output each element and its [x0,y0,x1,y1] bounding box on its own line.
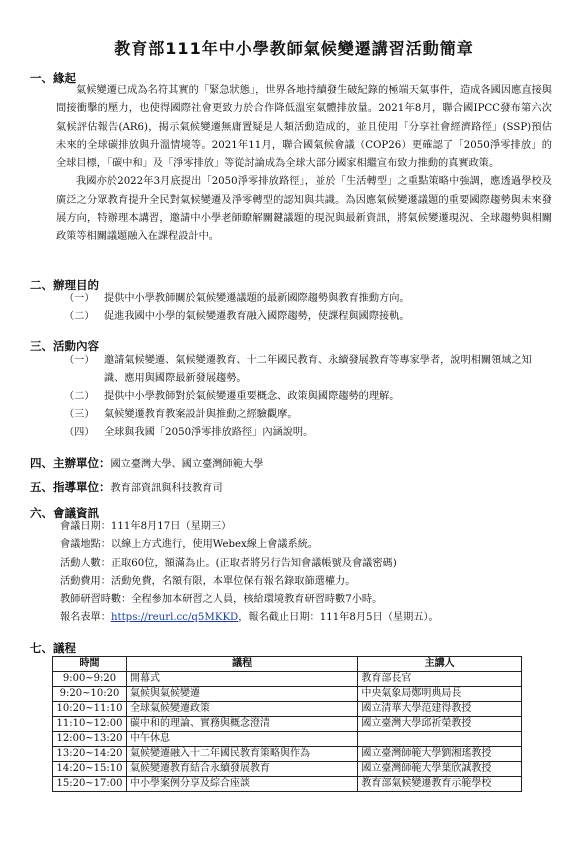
organizer-text: 國立臺灣大學、國立臺灣師範大學 [110,459,264,470]
section-heading-meeting-info: 六、會議資訊 [30,506,99,520]
time-cell: 10:20~11:10 [53,702,127,717]
time-cell: 13:20~14:20 [53,747,127,762]
table-row [53,672,522,687]
item-text: 提供中小學教師關於氣候變遷議題的最新國際趨勢與教育推動方向。 [104,293,410,304]
column-header-time: 時間 [53,657,127,672]
meeting-fee: 活動費用：活動免費，名額有限，本單位保有報名錄取篩選權力。 [60,575,356,587]
item-number: （一） [64,355,95,366]
speaker-cell [358,732,522,747]
origin-text [56,82,552,247]
speaker-cell: 國立清華大學范建得教授 [358,702,522,717]
speaker-cell: 教育部長官 [358,672,522,687]
section-heading-purpose: 二、辦理目的 [30,278,99,292]
item-text: 邀請氣候變遷、氣候變遷教育、十二年國民教育、永續發展教育等專家學者，說明相關領域之知識、應用與國際最新發展趨勢。 [104,355,532,385]
table-row [53,687,522,702]
item-number: （二） [64,391,95,402]
table-row [53,717,522,732]
item-text: 提供中小學教師對於氣候變遷重要概念、政策與國際趨勢的理解。 [104,391,400,402]
content-item [64,352,550,389]
topic-cell: 全球氣候變遷政策 [126,702,357,717]
item-number: （二） [64,311,95,322]
organizer-line [30,455,263,471]
supervisor-line [30,479,223,495]
speaker-cell: 中央氣象局鄭明典局長 [358,687,522,702]
meeting-info [60,518,540,628]
table-row [53,762,522,777]
item-number: （三） [64,409,95,420]
column-header-speaker: 主講人 [358,657,522,672]
topic-cell: 中小學案例分享及綜合座談 [126,777,357,792]
meeting-location: 會議地點：以線上方式進行，使用Webex線上會議系統。 [60,539,319,551]
section-heading-origin: 一、緣起 [30,71,76,85]
origin-paragraph-2: 我國亦於2022年3月底提出「2050淨零排放路徑」，並於「生活轉型」之重點策略中強調，應透過學校及廣泛之分眾教育提升全民對氣候變遷及淨零轉型的認知與共識。為因應氣候變遷議題的重要國際趨勢與未來發展方向，特辦理本講習，邀請中小學老師瞭解關鍵議題的現況與最新資訊，將氣候變遷現況、全球趨勢與相關政策等相關議題融入在課程設計中。 [56,176,552,243]
registration-label: 報名表單： [60,612,111,624]
time-cell: 9:00~9:20 [53,672,127,687]
purpose-item [64,290,550,308]
meeting-capacity: 活動人數：正取60位，額滿為止。(正取者將另行告知會議帳號及會議密碼) [60,557,397,569]
topic-cell: 氣候與氣候變遷 [126,687,357,702]
speaker-cell: 國立臺灣師範大學葉欣誠教授 [358,762,522,777]
content-item [64,406,550,424]
time-cell: 9:20~10:20 [53,687,127,702]
table-row [53,702,522,717]
table-row [53,777,522,792]
section-heading-content: 三、活動內容 [30,339,99,353]
speaker-cell: 國立臺灣師範大學劉湘瑤教授 [358,747,522,762]
registration-deadline: ，報名截止日期：111年8月5日（星期五）。 [238,612,439,624]
meeting-date: 會議日期：111年8月17日（星期三） [60,521,232,532]
topic-cell: 氣候變遷融入十二年國民教育策略與作為 [126,747,357,762]
agenda-header-row [53,657,522,672]
agenda-table [52,656,522,792]
section-heading-organizer: 四、主辦單位： [30,456,111,470]
table-row [53,747,522,762]
registration-line [60,609,540,627]
time-cell: 12:00~13:20 [53,732,127,747]
origin-paragraph-1: 氣候變遷已成為名符其實的「緊急狀態」，世界各地持續發生破紀錄的極端天氣事件，造成各國因應直接與間接衝擊的壓力，也使得國際社會更致力於合作降低溫室氣體排放量。2021年8月，聯合國IPCC發布第六次氣候評估報告(AR6)，揭示氣候變遷無庸置疑是人類活動造成的，並且使用「分享社會經濟路徑」(SSP)預估未來的全球碳排放與升溫情境等。2021年11月，聯合國氣候會議（COP26）更確認了「2050淨零排放」的全球目標，「碳中和」及「淨零排放」等從討論成為全球大部分國家相繼宣布致力推動的真實政策。 [56,85,552,170]
content-item [64,388,550,406]
topic-cell: 中午休息 [126,732,357,747]
column-header-topic: 議程 [126,657,357,672]
supervisor-text: 教育部資訊與科技教育司 [110,483,223,494]
topic-cell: 氣候變遷教育結合永續發展教育 [126,762,357,777]
section-heading-supervisor: 五、指導單位： [30,480,111,494]
topic-cell: 碳中和的理論、實務與概念澄清 [126,717,357,732]
speaker-cell: 國立臺灣大學邱祈榮教授 [358,717,522,732]
document-title: 教育部111年中小學教師氣候變遷講習活動簡章 [114,39,474,58]
item-number: （一） [64,293,95,304]
time-cell: 15:20~17:00 [53,777,127,792]
time-cell: 11:10~12:00 [53,717,127,732]
purpose-item [64,308,550,326]
topic-cell: 開幕式 [126,672,357,687]
content-item [64,424,550,442]
meeting-hours: 教師研習時數：全程參加本研習之人員，核給環境教育研習時數7小時。 [60,594,383,606]
registration-link[interactable]: https://reurl.cc/q5MKKD [110,612,239,624]
table-row [53,732,522,747]
speaker-cell: 教育部氣候變遷教育示範學校 [358,777,522,792]
item-text: 氣候變遷教育教案設計與推動之經驗觀摩。 [104,409,298,420]
item-text: 促進我國中小學的氣候變遷教育融入國際趨勢，使課程與國際接軌。 [104,311,410,322]
section-heading-agenda: 七、議程 [30,641,76,655]
item-text: 全球與我國「2050淨零排放路徑」內涵說明。 [104,427,314,438]
time-cell: 14:20~15:10 [53,762,127,777]
item-number: （四） [64,427,95,438]
